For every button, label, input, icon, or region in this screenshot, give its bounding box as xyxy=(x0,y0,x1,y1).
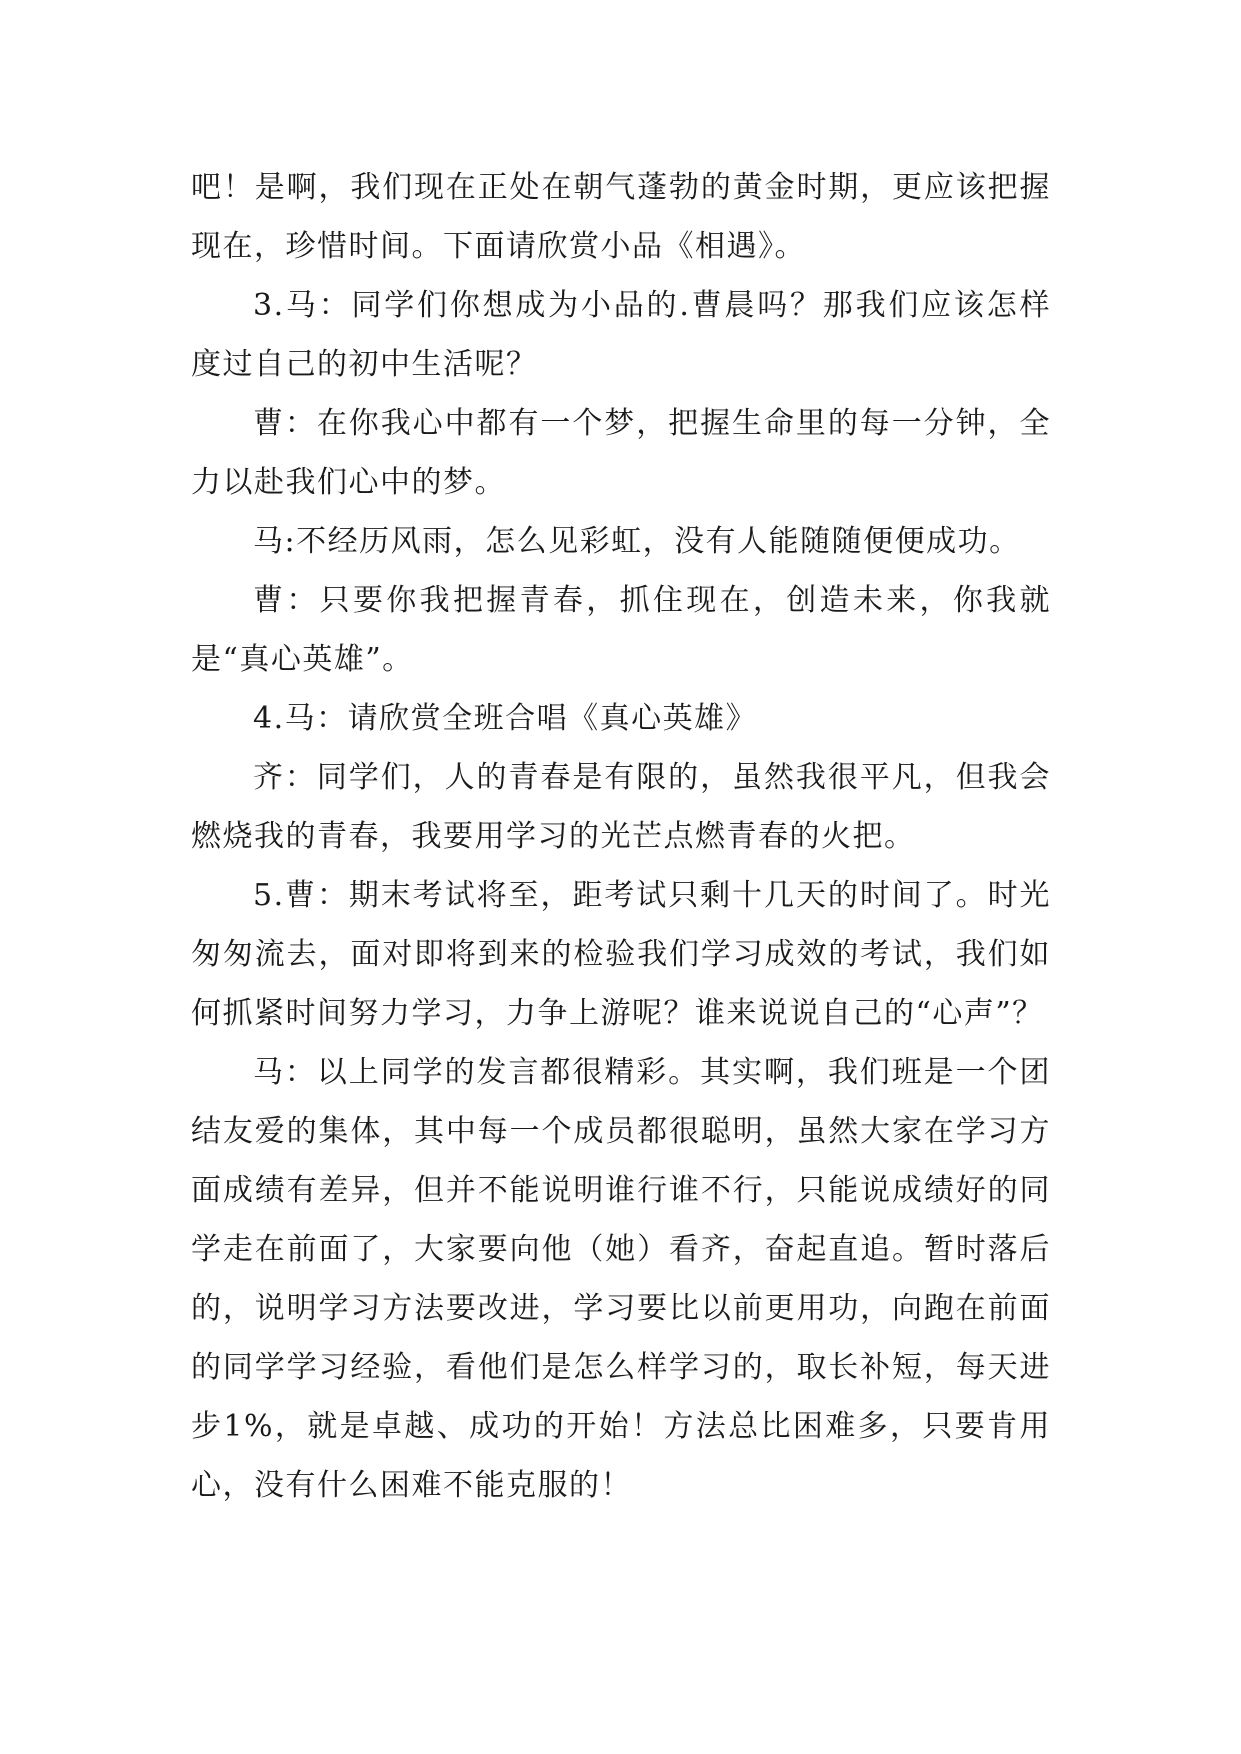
paragraph-1: 吧！是啊，我们现在正处在朝气蓬勃的黄金时期，更应该把握现在，珍惜时间。下面请欣赏小品《相遇》。 xyxy=(191,170,1051,264)
paragraph-8: 5.曹：期末考试将至，距考试只剩十几天的时间了。时光匆匆流去，面对即将到来的检验我们学习成效的考试，我们如何抓紧时间努力学习，力争上游呢？谁来说说自己的“心声”？ xyxy=(191,878,1051,1031)
paragraph-5: 曹：只要你我把握青春，抓住现在，创造未来，你我就是“真心英雄”。 xyxy=(191,583,1051,677)
paragraph-2: 3.马：同学们你想成为小品的.曹晨吗？那我们应该怎样度过自己的初中生活呢？ xyxy=(191,288,1051,382)
document-body xyxy=(191,158,1051,1515)
paragraph-6: 4.马：请欣赏全班合唱《真心英雄》 xyxy=(253,701,758,736)
paragraph-7: 齐：同学们，人的青春是有限的，虽然我很平凡，但我会燃烧我的青春，我要用学习的光芒点燃青春的火把。 xyxy=(191,760,1051,854)
paragraph-4: 马:不经历风雨，怎么见彩虹，没有人能随随便便成功。 xyxy=(253,524,1021,559)
paragraph-9: 马：以上同学的发言都很精彩。其实啊，我们班是一个团结友爱的集体，其中每一个成员都很聪明，虽然大家在学习方面成绩有差异，但并不能说明谁行谁不行，只能说成绩好的同学走在前面了，大家要向他（她）看齐，奋起直追。暂时落后的，说明学习方法要改进，学习要比以前更用功，向跑在前面的同学学习经验，看他们是怎么样学习的，取长补短，每天进步1%，就是卓越、成功的开始！方法总比困难多，只要肯用心，没有什么困难不能克服的！ xyxy=(191,1055,1051,1503)
paragraph-3: 曹：在你我心中都有一个梦，把握生命里的每一分钟，全力以赴我们心中的梦。 xyxy=(191,406,1051,500)
